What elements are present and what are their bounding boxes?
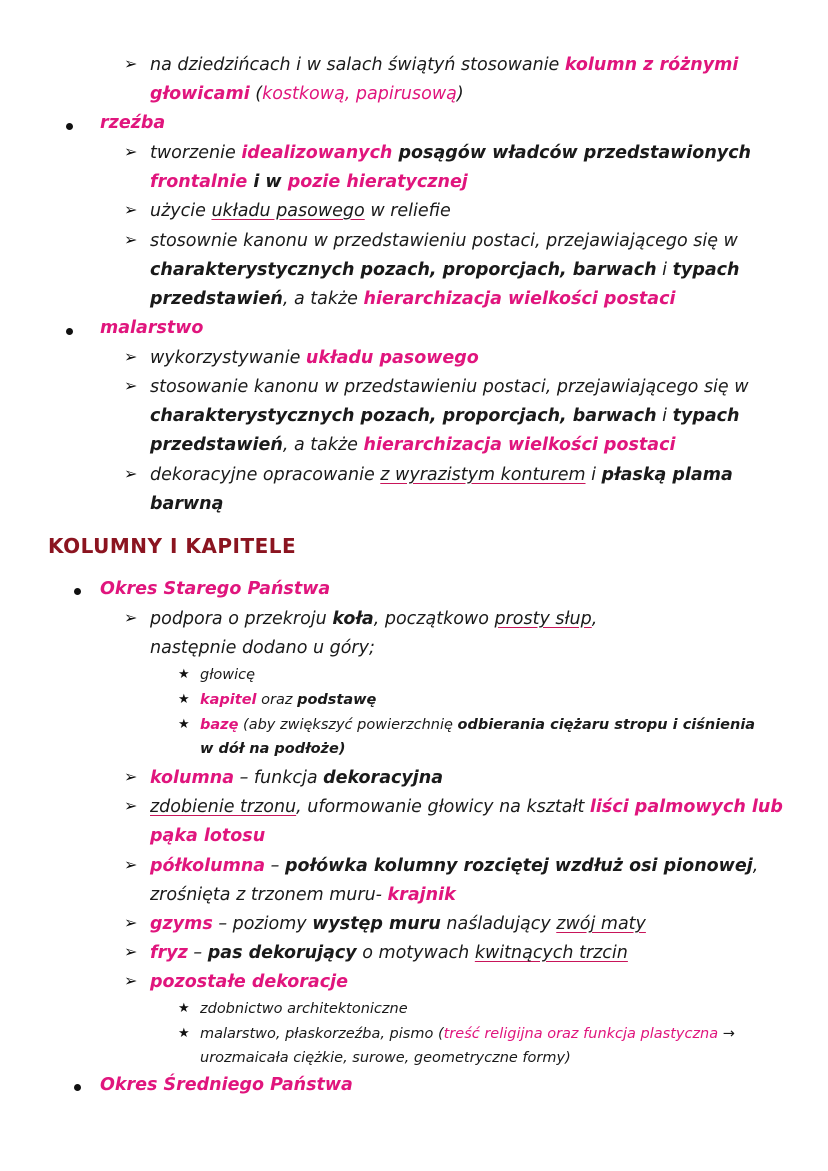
arrow-bullet-icon: ➢ <box>124 464 138 483</box>
text-line: dekoracyjne opracowanie z wyrazistym konturem i płaską plama <box>150 465 733 485</box>
text-line: głowicami (kostkową, papirusową) <box>150 84 464 104</box>
arrow-bullet-icon: ➢ <box>124 54 138 73</box>
section-title-srednie: Okres Średniego Państwa <box>100 1075 353 1095</box>
star-bullet-icon: ★ <box>178 692 190 707</box>
bullet-icon <box>66 328 73 335</box>
text-line: półkolumna – połówka kolumny rozciętej wzdłuż osi pionowej, <box>150 856 759 876</box>
text-line: fryz – pas dekorujący o motywach kwitnących trzcin <box>150 943 628 963</box>
section-title-rzezba: rzeźba <box>100 113 166 133</box>
text-line: w dół na podłoże) <box>200 741 346 757</box>
text-line: przedstawień, a także hierarchizacja wielkości postaci <box>150 289 676 309</box>
text-line: gzyms – poziomy występ muru naśladujący zwój maty <box>150 914 646 934</box>
text-line: malarstwo, płaskorzeźba, pismo (treść religijna oraz funkcja plastyczna → <box>200 1026 735 1042</box>
arrow-bullet-icon: ➢ <box>124 142 138 161</box>
text-line: użycie układu pasowego w reliefie <box>150 201 451 221</box>
bullet-icon <box>74 1084 81 1091</box>
arrow-bullet-icon: ➢ <box>124 767 138 786</box>
text-line: następnie dodano u góry; <box>150 638 375 658</box>
text-line: wykorzystywanie układu pasowego <box>150 348 479 368</box>
arrow-bullet-icon: ➢ <box>124 971 138 990</box>
text-line: bazę (aby zwiększyć powierzchnię odbierania ciężaru stropu i ciśnienia <box>200 717 756 733</box>
bullet-icon <box>74 588 81 595</box>
text-line: zdobienie trzonu, uformowanie głowicy na kształt liści palmowych lub <box>150 797 783 817</box>
text-line: głowicę <box>200 667 256 683</box>
arrow-bullet-icon: ➢ <box>124 796 138 815</box>
text-line: charakterystycznych pozach, proporcjach, barwach i typach <box>150 260 740 280</box>
text-line: pąka lotosu <box>150 826 266 846</box>
star-bullet-icon: ★ <box>178 667 190 682</box>
text-line: kolumna – funkcja dekoracyjna <box>150 768 444 788</box>
star-bullet-icon: ★ <box>178 1001 190 1016</box>
arrow-bullet-icon: ➢ <box>124 230 138 249</box>
arrow-bullet-icon: ➢ <box>124 942 138 961</box>
text-line: charakterystycznych pozach, proporcjach, barwach i typach <box>150 406 740 426</box>
section-heading: KOLUMNY I KAPITELE <box>48 534 297 558</box>
star-bullet-icon: ★ <box>178 717 190 732</box>
text-line: na dziedzińcach i w salach świątyń stosowanie kolumn z różnymi <box>150 55 739 75</box>
text-line: barwną <box>150 494 224 514</box>
bullet-icon <box>66 123 73 130</box>
text-line: urozmaicała ciężkie, surowe, geometryczne formy) <box>200 1050 571 1066</box>
star-bullet-icon: ★ <box>178 1026 190 1041</box>
text-line: przedstawień, a także hierarchizacja wielkości postaci <box>150 435 676 455</box>
arrow-bullet-icon: ➢ <box>124 200 138 219</box>
text-line: frontalnie i w pozie hieratycznej <box>150 172 468 192</box>
text-line: stosownie kanonu w przedstawieniu postaci, przejawiającego się w <box>150 231 738 251</box>
section-title-stare: Okres Starego Państwa <box>100 579 331 599</box>
arrow-bullet-icon: ➢ <box>124 913 138 932</box>
arrow-bullet-icon: ➢ <box>124 855 138 874</box>
text-line: zrośnięta z trzonem muru- krajnik <box>150 885 456 905</box>
text-line: kapitel oraz podstawę <box>200 692 377 708</box>
text-line: podpora o przekroju koła, początkowo prosty słup, <box>150 609 598 629</box>
arrow-bullet-icon: ➢ <box>124 376 138 395</box>
text-line: pozostałe dekoracje <box>150 972 348 992</box>
text-line: tworzenie idealizowanych posągów władców przedstawionych <box>150 143 752 163</box>
section-title-malarstwo: malarstwo <box>100 318 204 338</box>
text-line: zdobnictwo architektoniczne <box>200 1001 408 1017</box>
arrow-bullet-icon: ➢ <box>124 347 138 366</box>
text-line: stosowanie kanonu w przedstawieniu postaci, przejawiającego się w <box>150 377 749 397</box>
arrow-bullet-icon: ➢ <box>124 608 138 627</box>
